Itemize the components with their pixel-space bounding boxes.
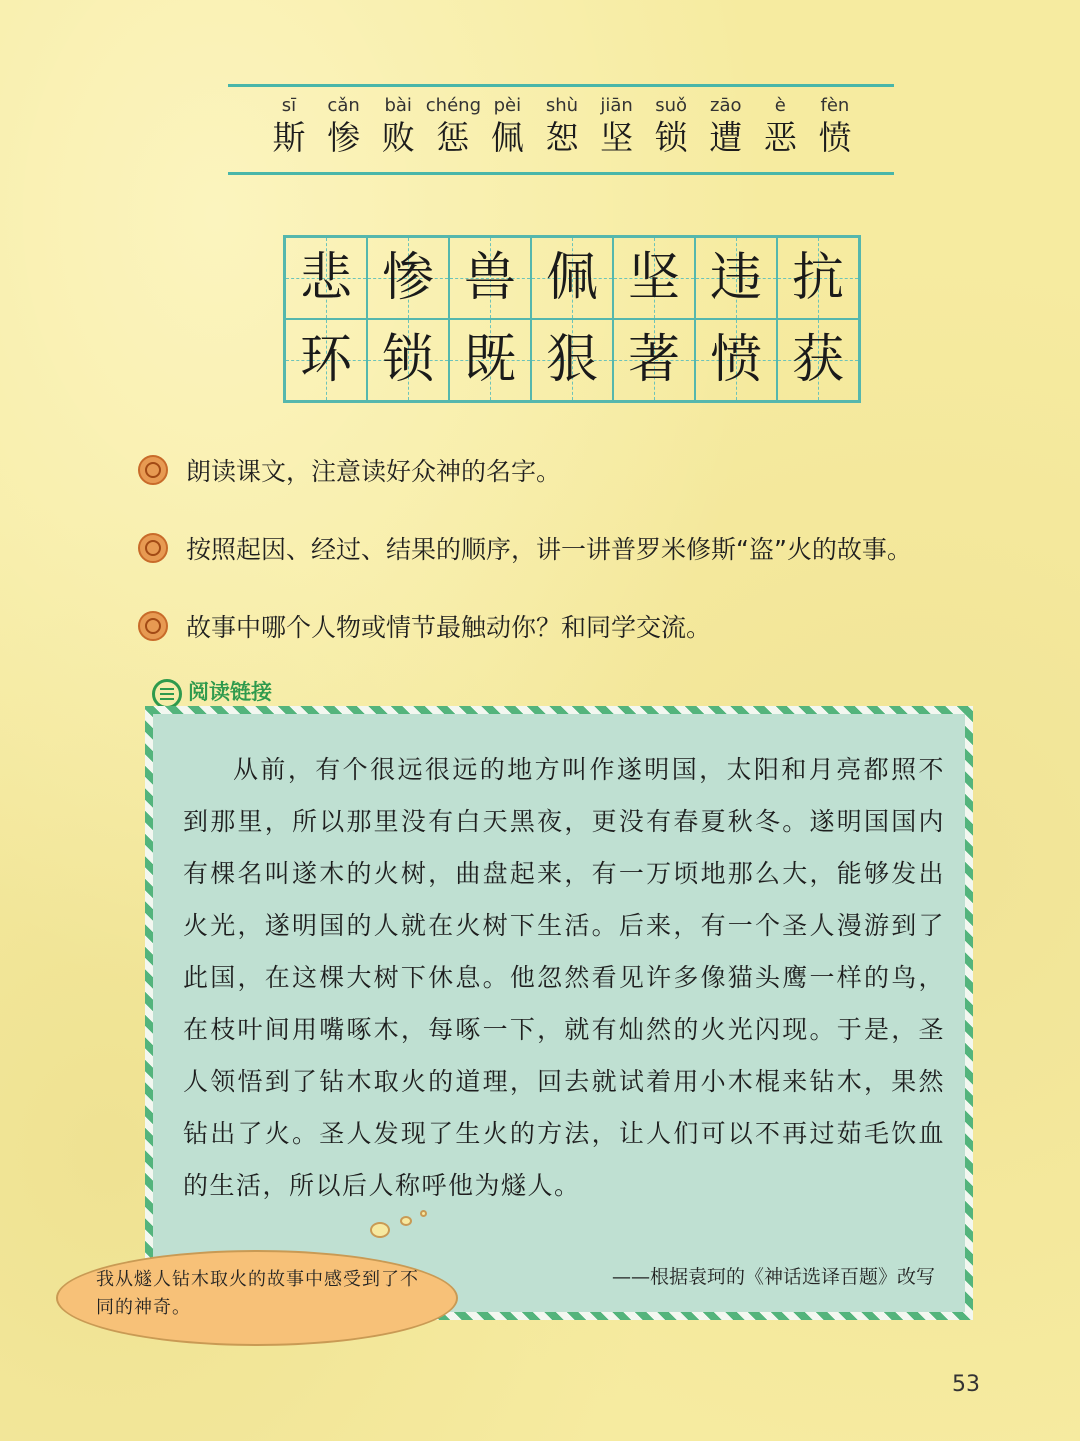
- grid-char: 违: [709, 248, 762, 308]
- hanzi: 惩: [436, 118, 470, 157]
- hanzi: 佩: [490, 118, 524, 157]
- thought-dot: [420, 1210, 427, 1217]
- seal-icon: [138, 455, 168, 485]
- reading-link-title: 阅读链接: [188, 676, 272, 711]
- pinyin-char: [480, 94, 534, 158]
- grid-cell: [613, 319, 695, 401]
- story-source: ——根据袁珂的《神话选译百题》改写: [611, 1266, 935, 1288]
- pinyin: shù: [545, 95, 579, 116]
- pinyin: bài: [384, 95, 412, 116]
- pinyin-char: [535, 94, 589, 158]
- pinyin: suǒ: [655, 95, 688, 116]
- pinyin-char: [644, 94, 698, 158]
- pinyin-char: [426, 94, 480, 158]
- grid-cell: [285, 319, 367, 401]
- grid-char: 兽: [463, 248, 516, 308]
- pinyin: cǎn: [327, 95, 360, 116]
- hanzi: 恕: [545, 118, 579, 157]
- hanzi: 斯: [272, 118, 306, 157]
- pinyin-char: [262, 94, 316, 158]
- writing-grid: [283, 235, 861, 403]
- thought-dot: [400, 1216, 412, 1226]
- seal-icon: [138, 533, 168, 563]
- bottom-rule: [228, 172, 894, 175]
- pinyin-word-list: [262, 94, 862, 158]
- reading-link-box: [145, 706, 973, 1320]
- grid-cell: [695, 237, 777, 319]
- grid-char: 坚: [627, 248, 680, 308]
- pinyin-char: [699, 94, 753, 158]
- grid-cell: [695, 319, 777, 401]
- grid-char: 锁: [381, 330, 434, 390]
- question-text: 朗读课文，注意读好众神的名字。: [186, 457, 562, 486]
- hanzi: 坚: [600, 118, 634, 157]
- grid-cell: [613, 237, 695, 319]
- pinyin: chéng: [425, 95, 481, 116]
- question-text: 按照起因、经过、结果的顺序，讲一讲普罗米修斯“盗”火的故事。: [186, 535, 912, 564]
- hanzi: 惨: [327, 118, 361, 157]
- hanzi: 恶: [763, 118, 797, 157]
- grid-cell: [449, 319, 531, 401]
- grid-cell: [449, 237, 531, 319]
- grid-cell: [777, 237, 859, 319]
- grid-cell: [367, 237, 449, 319]
- grid-char: 悲: [299, 248, 352, 308]
- hanzi: 遭: [709, 118, 743, 157]
- hanzi: 败: [381, 118, 415, 157]
- question-2: [138, 530, 912, 566]
- grid-char: 著: [627, 330, 680, 390]
- hanzi: 锁: [654, 118, 688, 157]
- pinyin: jiān: [600, 95, 633, 116]
- grid-char: 愤: [709, 330, 762, 390]
- question-1: [138, 452, 561, 488]
- thought-dot: [370, 1222, 390, 1238]
- pinyin: fèn: [820, 95, 850, 116]
- grid-cell: [777, 319, 859, 401]
- grid-char: 佩: [545, 248, 598, 308]
- pinyin: zāo: [710, 95, 742, 116]
- grid-char: 抗: [791, 248, 844, 308]
- speech-bubble-text: 我从燧人钻木取火的故事中感受到了不同的神奇。: [96, 1269, 419, 1318]
- grid-char: 获: [791, 330, 844, 390]
- grid-char: 惨: [381, 248, 434, 308]
- page-number: 53: [952, 1372, 980, 1397]
- hanzi: 愤: [818, 118, 852, 157]
- grid-cell: [367, 319, 449, 401]
- question-text: 故事中哪个人物或情节最触动你？和同学交流。: [186, 613, 712, 642]
- question-3: [138, 608, 711, 644]
- grid-char: 环: [299, 330, 352, 390]
- pinyin-char: [590, 94, 644, 158]
- top-rule: [228, 84, 894, 87]
- grid-cell: [285, 237, 367, 319]
- book-icon: [152, 679, 182, 709]
- pinyin-char: [753, 94, 807, 158]
- grid-char: 狠: [545, 330, 598, 390]
- pinyin-char: [808, 94, 862, 158]
- story-paragraph: 从前，有个很远很远的地方叫作遂明国，太阳和月亮都照不到那里，所以那里没有白天黑夜，更没有春夏秋冬。遂明国国内有棵名叫遂木的火树，曲盘起来，有一万顷地那么大，能够发出火光，遂明国的人就在火树下生活。后来，有一个圣人漫游到了此国，在这棵大树下休息。他忽然看见许多像猫头鹰一样的鸟，在枝叶间用嘴啄木，每啄一下，就有灿然的火光闪现。于是，圣人领悟到了钻木取火的道理，回去就试着用小木棍来钻木，果然钻出了火。圣人发现了生火的方法，让人们可以不再过茹毛饮血的生活，所以后人称呼他为燧人。: [183, 755, 945, 1200]
- pinyin-char: [371, 94, 425, 158]
- grid-char: 既: [463, 330, 516, 390]
- seal-icon: [138, 611, 168, 641]
- grid-cell: [531, 237, 613, 319]
- grid-cell: [531, 319, 613, 401]
- pinyin: sī: [281, 95, 297, 116]
- pinyin: è: [774, 95, 786, 116]
- pinyin-char: [317, 94, 371, 158]
- pinyin: pèi: [493, 95, 522, 116]
- story-text: [183, 744, 945, 1212]
